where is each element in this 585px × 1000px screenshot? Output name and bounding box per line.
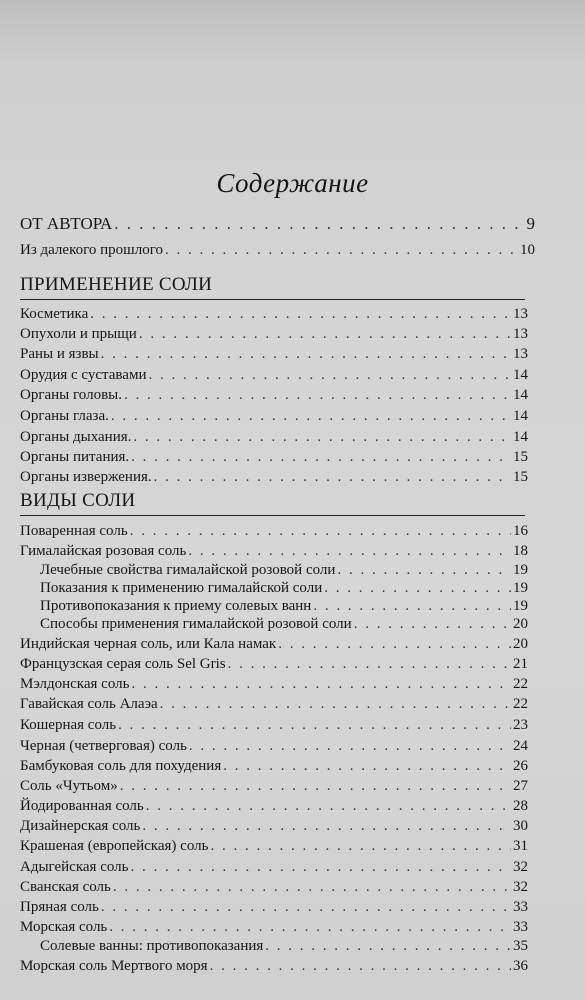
toc-entry (20, 817, 528, 835)
entry-page: 30 (513, 818, 528, 834)
dot-leader (354, 615, 511, 633)
dot-leader (265, 937, 511, 955)
dot-leader (148, 366, 511, 384)
dot-leader (324, 579, 511, 597)
dot-leader (160, 695, 511, 713)
toc-entry (20, 428, 528, 446)
entry-page: 13 (513, 346, 528, 362)
dot-leader (210, 837, 511, 855)
toc-entry (20, 675, 528, 693)
toc-entry (20, 918, 528, 936)
entry-page: 19 (513, 562, 528, 578)
dot-leader (114, 215, 524, 233)
entry-label: Пряная соль (20, 899, 99, 915)
toc-entry (20, 757, 528, 775)
entry-page: 14 (513, 408, 528, 424)
entry-label: Бамбуковая соль для похудения (20, 758, 222, 774)
dot-leader (131, 448, 511, 466)
entry-label: Дизайнерская соль (20, 818, 141, 834)
entry-label: Органы дыхания. (20, 429, 132, 445)
dot-leader (313, 597, 511, 615)
entry-page: 32 (513, 859, 528, 875)
dot-leader (337, 561, 511, 579)
entry-label: Лечебные свойства гималайской розовой соли (40, 562, 336, 578)
dot-leader (101, 345, 511, 363)
dot-leader (189, 737, 511, 755)
entry-page: 36 (513, 958, 528, 974)
entry-label: Гималайская розовая соль (20, 543, 187, 559)
dot-leader (131, 675, 511, 693)
entry-page: 24 (513, 738, 528, 754)
entry-label: Раны и язвы (20, 346, 99, 362)
toc-entry (20, 957, 528, 975)
entry-page: 35 (513, 938, 528, 954)
entry-label: Органы извержения. (20, 469, 152, 485)
toc-entry (20, 386, 528, 404)
toc-entry (20, 858, 528, 876)
toc-entry (20, 468, 528, 486)
dot-leader (118, 716, 511, 734)
entry-label: Йодированная соль (20, 798, 144, 814)
entry-label: Индийская черная соль, или Кала намак (20, 636, 277, 652)
entry-label: Из далекого прошлого (20, 242, 163, 258)
entry-label: Морская соль Мертвого моря (20, 958, 208, 974)
toc-entry (20, 325, 528, 343)
dot-leader (124, 386, 511, 404)
dot-leader (223, 757, 511, 775)
entry-page: 32 (513, 879, 528, 895)
entry-page: 14 (513, 429, 528, 445)
entry-label: Мэлдонская соль (20, 676, 130, 692)
entry-page: 26 (513, 758, 528, 774)
entry-page: 22 (513, 696, 528, 712)
entry-page: 20 (513, 616, 528, 632)
entry-label: Орудия с суставами (20, 367, 147, 383)
dot-leader (139, 325, 511, 343)
toc-subentry (40, 615, 528, 633)
entry-label: Сванская соль (20, 879, 111, 895)
entry-page: 10 (520, 242, 535, 258)
toc-entry (20, 695, 528, 713)
entry-label: Опухоли и прыщи (20, 326, 137, 342)
entry-label: Органы головы. (20, 387, 122, 403)
dot-leader (210, 957, 511, 975)
entry-label: Кошерная соль (20, 717, 117, 733)
entry-page: 28 (513, 798, 528, 814)
toc-title: Содержание (216, 168, 369, 198)
toc-entry (20, 737, 528, 755)
toc-entry (20, 522, 528, 540)
entry-label: Противопоказания к приему солевых ванн (40, 598, 312, 614)
toc-entry (20, 716, 528, 734)
entry-page: 31 (513, 838, 528, 854)
toc-entry (20, 837, 528, 855)
entry-page: 33 (513, 899, 528, 915)
entry-page: 27 (513, 778, 528, 794)
toc-subentry (40, 597, 528, 615)
entry-page: 18 (513, 543, 528, 559)
toc-subentry (40, 937, 528, 955)
entry-label: Адыгейская соль (20, 859, 129, 875)
toc-subentry (40, 561, 528, 579)
dot-leader (131, 858, 512, 876)
dot-leader (120, 777, 511, 795)
toc-subentry (40, 579, 528, 597)
section-heading: ПРИМЕНЕНИЕ СОЛИ (20, 274, 525, 300)
entry-label: Органы глаза. (20, 408, 109, 424)
toc-entry (20, 635, 528, 653)
toc-entry (20, 655, 528, 673)
dot-leader (101, 898, 511, 916)
toc-entry (20, 345, 528, 363)
toc-entry (20, 898, 528, 916)
dot-leader (228, 655, 511, 673)
entry-page: 15 (513, 449, 528, 465)
entry-page: 22 (513, 676, 528, 692)
entry-label: Французская серая соль Sel Gris (20, 656, 226, 672)
entry-page: 13 (513, 306, 528, 322)
dot-leader (90, 305, 511, 323)
dot-leader (113, 878, 511, 896)
entry-label: Органы питания. (20, 449, 130, 465)
entry-label: Крашеная (европейская) соль (20, 838, 209, 854)
dot-leader (188, 542, 511, 560)
entry-page: 14 (513, 387, 528, 403)
toc-entry (20, 797, 528, 815)
entry-page: 23 (513, 717, 528, 733)
dot-leader (133, 428, 511, 446)
entry-page: 16 (513, 523, 528, 539)
toc-entry (20, 407, 528, 425)
section-heading: ВИДЫ СОЛИ (20, 490, 525, 516)
toc-entry (20, 241, 535, 259)
entry-page: 19 (513, 598, 528, 614)
dot-leader (154, 468, 511, 486)
dot-leader (165, 241, 518, 259)
dot-leader (278, 635, 511, 653)
entry-label: ОТ АВТОРА (20, 214, 113, 233)
toc-entry (20, 777, 528, 795)
toc-entry (20, 215, 535, 233)
entry-label: Солевые ванны: противопоказания (40, 938, 264, 954)
toc-entry (20, 878, 528, 896)
entry-page: 19 (513, 580, 528, 596)
entry-label: Соль «Чутьом» (20, 778, 118, 794)
dot-leader (111, 407, 511, 425)
entry-label: Гавайская соль Алаэа (20, 696, 158, 712)
toc-entry (20, 366, 528, 384)
toc-entry (20, 305, 528, 323)
entry-label: Поваренная соль (20, 523, 128, 539)
entry-page: 20 (513, 636, 528, 652)
dot-leader (146, 797, 511, 815)
entry-page: 14 (513, 367, 528, 383)
entry-page: 21 (513, 656, 528, 672)
entry-label: Способы применения гималайской розовой соли (40, 616, 352, 632)
toc-entry (20, 542, 528, 560)
toc-entry (20, 448, 528, 466)
dot-leader (109, 918, 511, 936)
entry-page: 13 (513, 326, 528, 342)
dot-leader (130, 522, 511, 540)
dot-leader (142, 817, 511, 835)
entry-page: 9 (526, 214, 535, 233)
entry-label: Показания к применению гималайской соли (40, 580, 323, 596)
entry-page: 15 (513, 469, 528, 485)
entry-label: Черная (четверговая) соль (20, 738, 187, 754)
entry-page: 33 (513, 919, 528, 935)
entry-label: Косметика (20, 306, 89, 322)
entry-label: Морская соль (20, 919, 108, 935)
